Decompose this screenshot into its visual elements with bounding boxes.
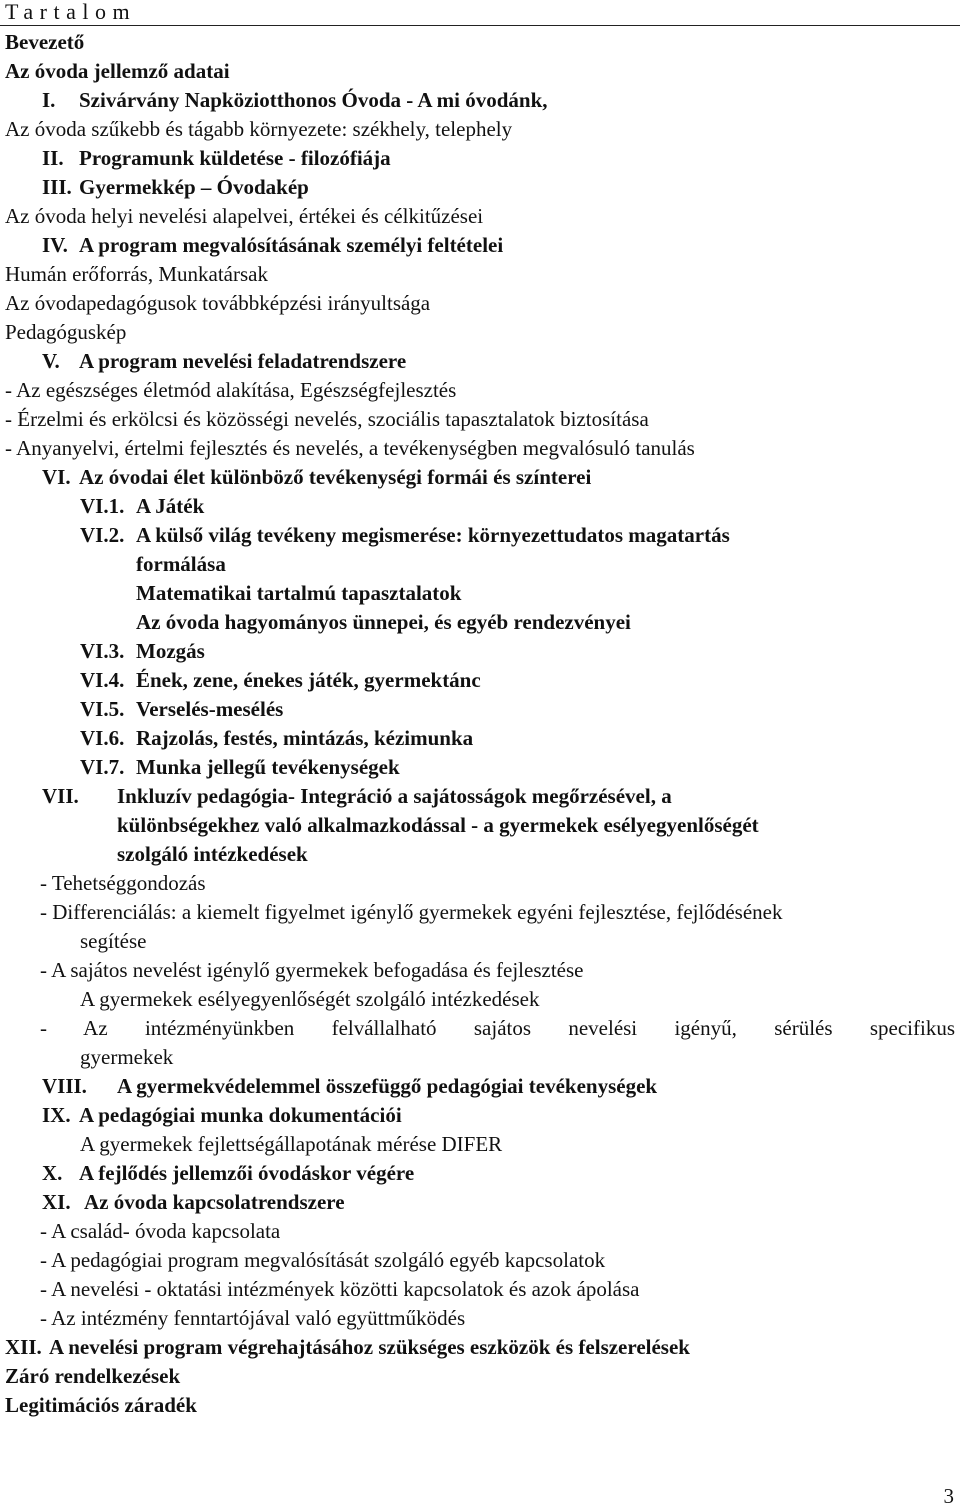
toc-entry-text: Szivárvány Napköziotthonos Óvoda - A mi óvodánk,: [79, 88, 548, 112]
toc-entry-text: Mozgás: [136, 639, 205, 663]
toc-entry: [80, 492, 204, 521]
toc-entry-text: Munka jellegű tevékenységek: [136, 755, 400, 779]
toc-entry: Az óvoda jellemző adatai: [5, 59, 230, 83]
toc-entry: [42, 173, 309, 202]
toc-entry: - Differenciálás: a kiemelt figyelmet igénylő gyermekek egyéni fejlesztése, fejlődésének: [40, 900, 783, 924]
page-number: 3: [943, 1484, 954, 1508]
toc-entry: formálása: [136, 552, 226, 576]
toc-entry: segítése: [80, 929, 147, 953]
toc-entry-number: VI.7.: [80, 755, 125, 779]
toc-entry-text: A program nevelési feladatrendszere: [79, 349, 407, 373]
toc-entry-number: IX.: [42, 1103, 71, 1127]
title-underline: [0, 25, 960, 26]
toc-entry-number: IV.: [42, 233, 68, 257]
page-title: Tartalom: [5, 0, 137, 24]
toc-entry-number: XI.: [42, 1190, 71, 1214]
toc-entry: Az óvoda szűkebb és tágabb környezete: székhely, telephely: [5, 117, 513, 141]
toc-entry: szolgáló intézkedések: [117, 842, 308, 866]
toc-entry-number: VI.3.: [80, 639, 125, 663]
toc-entry-number: VI.5.: [80, 697, 125, 721]
toc-entry-text: Verselés-mesélés: [136, 697, 284, 721]
toc-entry-number: VI.1.: [80, 494, 125, 518]
toc-entry: - A pedagógiai program megvalósítását szolgáló egyéb kapcsolatok: [40, 1248, 606, 1272]
toc-entry: A gyermekek esélyegyenlőségét szolgáló intézkedések: [80, 987, 540, 1011]
toc-entry: Humán erőforrás, Munkatársak: [5, 262, 268, 286]
toc-entry-text: Ének, zene, énekes játék, gyermektánc: [136, 668, 481, 692]
toc-entry: - Az egészséges életmód alakítása, Egészségfejlesztés: [5, 378, 457, 402]
toc-entry-number: II.: [42, 146, 64, 170]
toc-entry-number: X.: [42, 1161, 63, 1185]
toc-entry: Legitimációs záradék: [5, 1393, 197, 1417]
toc-entry-number: VIII.: [42, 1074, 87, 1098]
toc-entry-text: Az óvoda kapcsolatrendszere: [84, 1190, 345, 1214]
toc-entry: [42, 144, 391, 173]
toc-entry: Az óvoda helyi nevelési alapelvei, értékei és célkitűzései: [5, 204, 484, 228]
toc-entry-number: I.: [42, 88, 56, 112]
toc-entry: - Tehetséggondozás: [40, 871, 206, 895]
toc-entry: - Érzelmi és erkölcsi és közösségi nevelés, szociális tapasztalatok biztosítása: [5, 407, 649, 431]
toc-entry-text: Inkluzív pedagógia- Integráció a sajátosságok megőrzésével, a: [117, 784, 672, 808]
toc-entry: [80, 637, 205, 666]
toc-entry: [42, 86, 548, 115]
toc-entry-number: VI.4.: [80, 668, 125, 692]
toc-entry: - A sajátos nevelést igénylő gyermekek befogadása és fejlesztése: [40, 958, 584, 982]
toc-entry-text: A fejlődés jellemzői óvodáskor végére: [79, 1161, 415, 1185]
toc-entry-number: VI.2.: [80, 523, 125, 547]
toc-entry: A gyermekek fejlettségállapotának mérése DIFER: [80, 1132, 503, 1156]
toc-entry: Záró rendelkezések: [5, 1364, 181, 1388]
toc-entry-number: V.: [42, 349, 60, 373]
toc-entry: [80, 521, 730, 550]
toc-entry: [42, 347, 406, 376]
toc-entry: [42, 1072, 657, 1101]
toc-entry: Pedagóguskép: [5, 320, 127, 344]
toc-entry: - Anyanyelvi, értelmi fejlesztés és nevelés, a tevékenységben megvalósuló tanulás: [5, 436, 695, 460]
toc-entry: Matematikai tartalmú tapasztalatok: [136, 581, 462, 605]
toc-entry: Bevezető: [5, 30, 85, 54]
toc-entry: [42, 1188, 345, 1217]
toc-entry-text: Gyermekkép – Óvodakép: [79, 175, 309, 199]
toc-entry-text: Programunk küldetése - filozófiája: [79, 146, 391, 170]
toc-entry: [42, 782, 672, 811]
toc-entry-text: Rajzolás, festés, mintázás, kézimunka: [136, 726, 474, 750]
toc-entry: gyermekek: [80, 1045, 174, 1069]
toc-entry-number: VII.: [42, 784, 79, 808]
toc-entry: [42, 231, 503, 260]
toc-entry: - Az intézmény fenntartójával való együttműködés: [40, 1306, 466, 1330]
toc-entry-text: A gyermekvédelemmel összefüggő pedagógiai tevékenységek: [117, 1074, 658, 1098]
toc-entry: [5, 1333, 690, 1362]
toc-entry-number: VI.6.: [80, 726, 125, 750]
toc-entry-text: A nevelési program végrehajtásához szükséges eszközök és felszerelések: [49, 1335, 690, 1359]
toc-entry-number: XII.: [5, 1335, 42, 1359]
toc-entry: - A család- óvoda kapcsolata: [40, 1219, 281, 1243]
toc-entry-text: A Játék: [136, 494, 205, 518]
toc-entry-text: A külső világ tevékeny megismerése: környezettudatos magatartás: [136, 523, 730, 547]
toc-entry: Az óvodapedagógusok továbbképzési irányultsága: [5, 291, 431, 315]
toc-entry: [80, 724, 473, 753]
toc-entry: Az óvoda hagyományos ünnepei, és egyéb rendezvényei: [136, 610, 631, 634]
toc-entry: - A nevelési - oktatási intézmények közötti kapcsolatok és azok ápolása: [40, 1277, 640, 1301]
toc-entry-number: VI.: [42, 465, 71, 489]
toc-entry: [42, 463, 591, 492]
toc-entry: [80, 695, 283, 724]
toc-entry: [80, 666, 481, 695]
toc-entry-text: A program megvalósításának személyi feltételei: [79, 233, 504, 257]
toc-entry: [80, 753, 400, 782]
toc-entry: különbségekhez való alkalmazkodással - a gyermekek esélyegyenlőségét: [117, 813, 759, 837]
toc-entry: - Az intézményünkben felvállalható sajátos nevelési igényű, sérülés specifikus: [40, 1016, 955, 1040]
toc-entry-number: III.: [42, 175, 72, 199]
toc-entry-text: Az óvodai élet különböző tevékenységi formái és színterei: [79, 465, 592, 489]
toc-entry: [42, 1101, 402, 1130]
toc-entry-text: A pedagógiai munka dokumentációi: [79, 1103, 402, 1127]
toc-entry: [42, 1159, 414, 1188]
